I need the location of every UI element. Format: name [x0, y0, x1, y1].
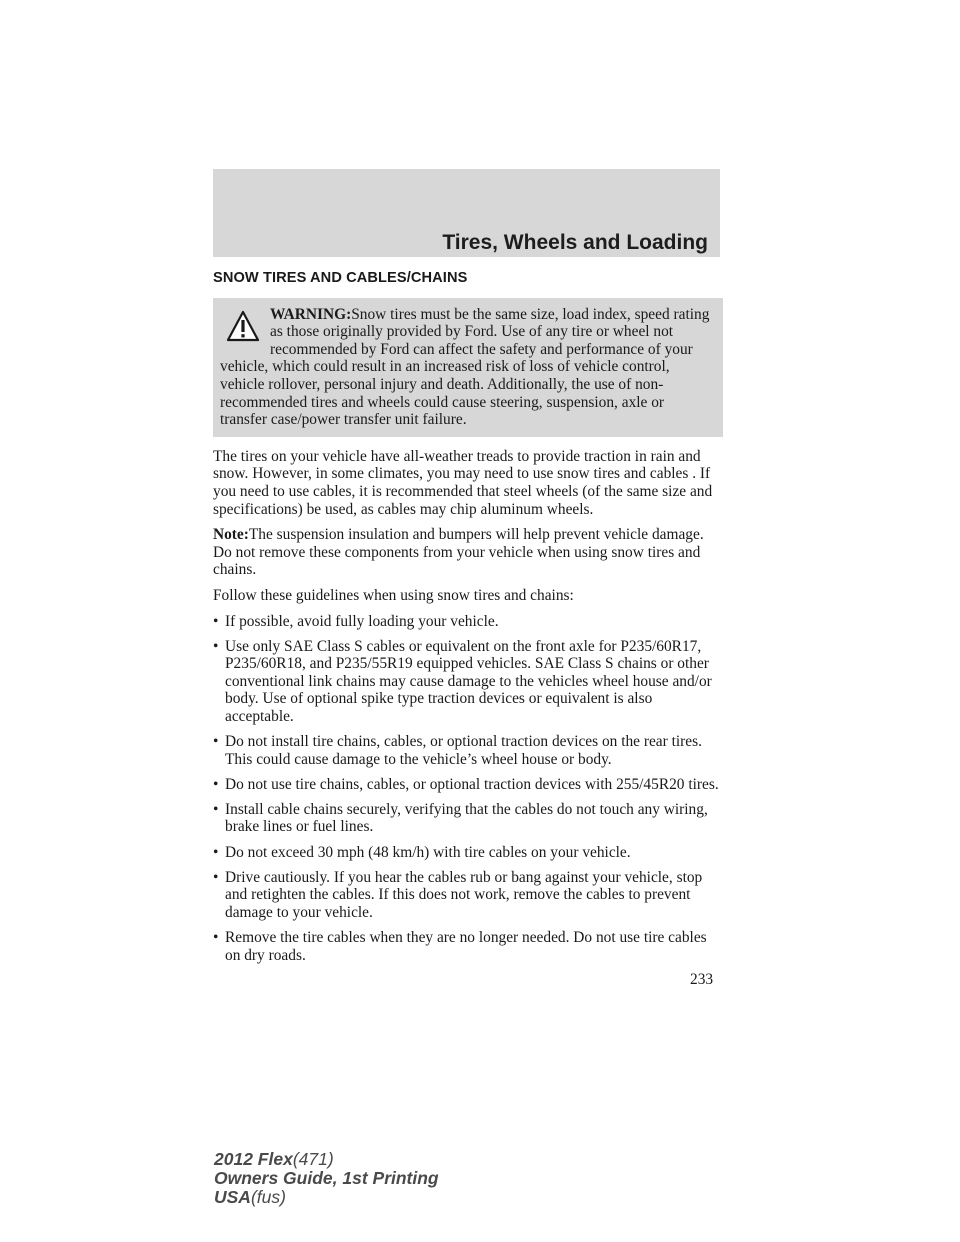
list-item: • Do not use tire chains, cables, or optional traction devices with 255/45R20 tires. [213, 776, 723, 794]
footer-model: 2012 Flex [214, 1149, 293, 1169]
footer-market: USA [214, 1187, 251, 1207]
guidelines-list [213, 613, 723, 965]
page-content [213, 270, 723, 972]
section-heading: SNOW TIRES AND CABLES/CHAINS [213, 270, 468, 286]
footer-market-code: (fus) [250, 1187, 286, 1207]
warning-text: Snow tires must be the same size, load index, speed rating as those originally provided by Ford. Use of any tire or wheel not recommended by Ford can affect the safety and performance of your vehicle, which could result in an increased risk of loss of vehicle control, vehicle rollover, personal injury and death. Additionally, the use of non-recommended tires and wheels could cause steering, suspension, axle or transfer case/power transfer unit failure. [220, 305, 710, 429]
list-item: • Drive cautiously. If you hear the cables rub or bang against your vehicle, stop and retighten the cables. If this does not work, remove the cables to prevent damage to your vehicle. [213, 869, 723, 922]
guidelines-intro: Follow these guidelines when using snow tires and chains: [213, 586, 574, 604]
list-item: • Remove the tire cables when they are no longer needed. Do not use tire cables on dry roads. [213, 929, 723, 964]
note-label: Note: [213, 526, 249, 544]
warning-triangle-icon [226, 310, 260, 344]
warning-box [213, 298, 723, 437]
warning-label: WARNING: [270, 305, 352, 323]
list-item: • If possible, avoid fully loading your vehicle. [213, 613, 723, 631]
note-text: The suspension insulation and bumpers will help prevent vehicle damage. Do not remove these components from your vehicle when using snow tires and chains. [213, 526, 704, 579]
note-paragraph [213, 526, 723, 579]
page-number: 233 [690, 971, 714, 988]
list-item: • Do not exceed 30 mph (48 km/h) with tire cables on your vehicle. [213, 844, 723, 862]
section-header-band [213, 169, 720, 257]
list-item: • Use only SAE Class S cables or equivalent on the front axle for P235/60R17, P235/60R18, and P235/55R19 equipped vehicles. SAE Class S chains or other conventional link chains may cause damage to the vehicles wheel house and/or body. Use of optional spike type traction devices or equivalent is also acceptable. [213, 638, 723, 726]
footer-model-code: (471) [292, 1149, 334, 1169]
list-item: • Install cable chains securely, verifying that the cables do not touch any wiring, brake lines or fuel lines. [213, 801, 723, 836]
footer-line-1 [214, 1150, 439, 1169]
section-title: Tires, Wheels and Loading [442, 231, 708, 254]
intro-paragraph: The tires on your vehicle have all-weather treads to provide traction in rain and snow. However, in some climates, you may need to use snow tires and cables . If you need to use cables, it is recommended that steel wheels (of the same size and specifications) be used, as cables may chip aluminum wheels. [213, 447, 713, 518]
print-footer [214, 1150, 439, 1207]
list-item: • Do not install tire chains, cables, or optional traction devices on the rear tires. This could cause damage to the vehicle’s wheel house or body. [213, 733, 723, 768]
footer-line-2: Owners Guide, 1st Printing [214, 1168, 439, 1188]
footer-line-3 [214, 1188, 439, 1207]
